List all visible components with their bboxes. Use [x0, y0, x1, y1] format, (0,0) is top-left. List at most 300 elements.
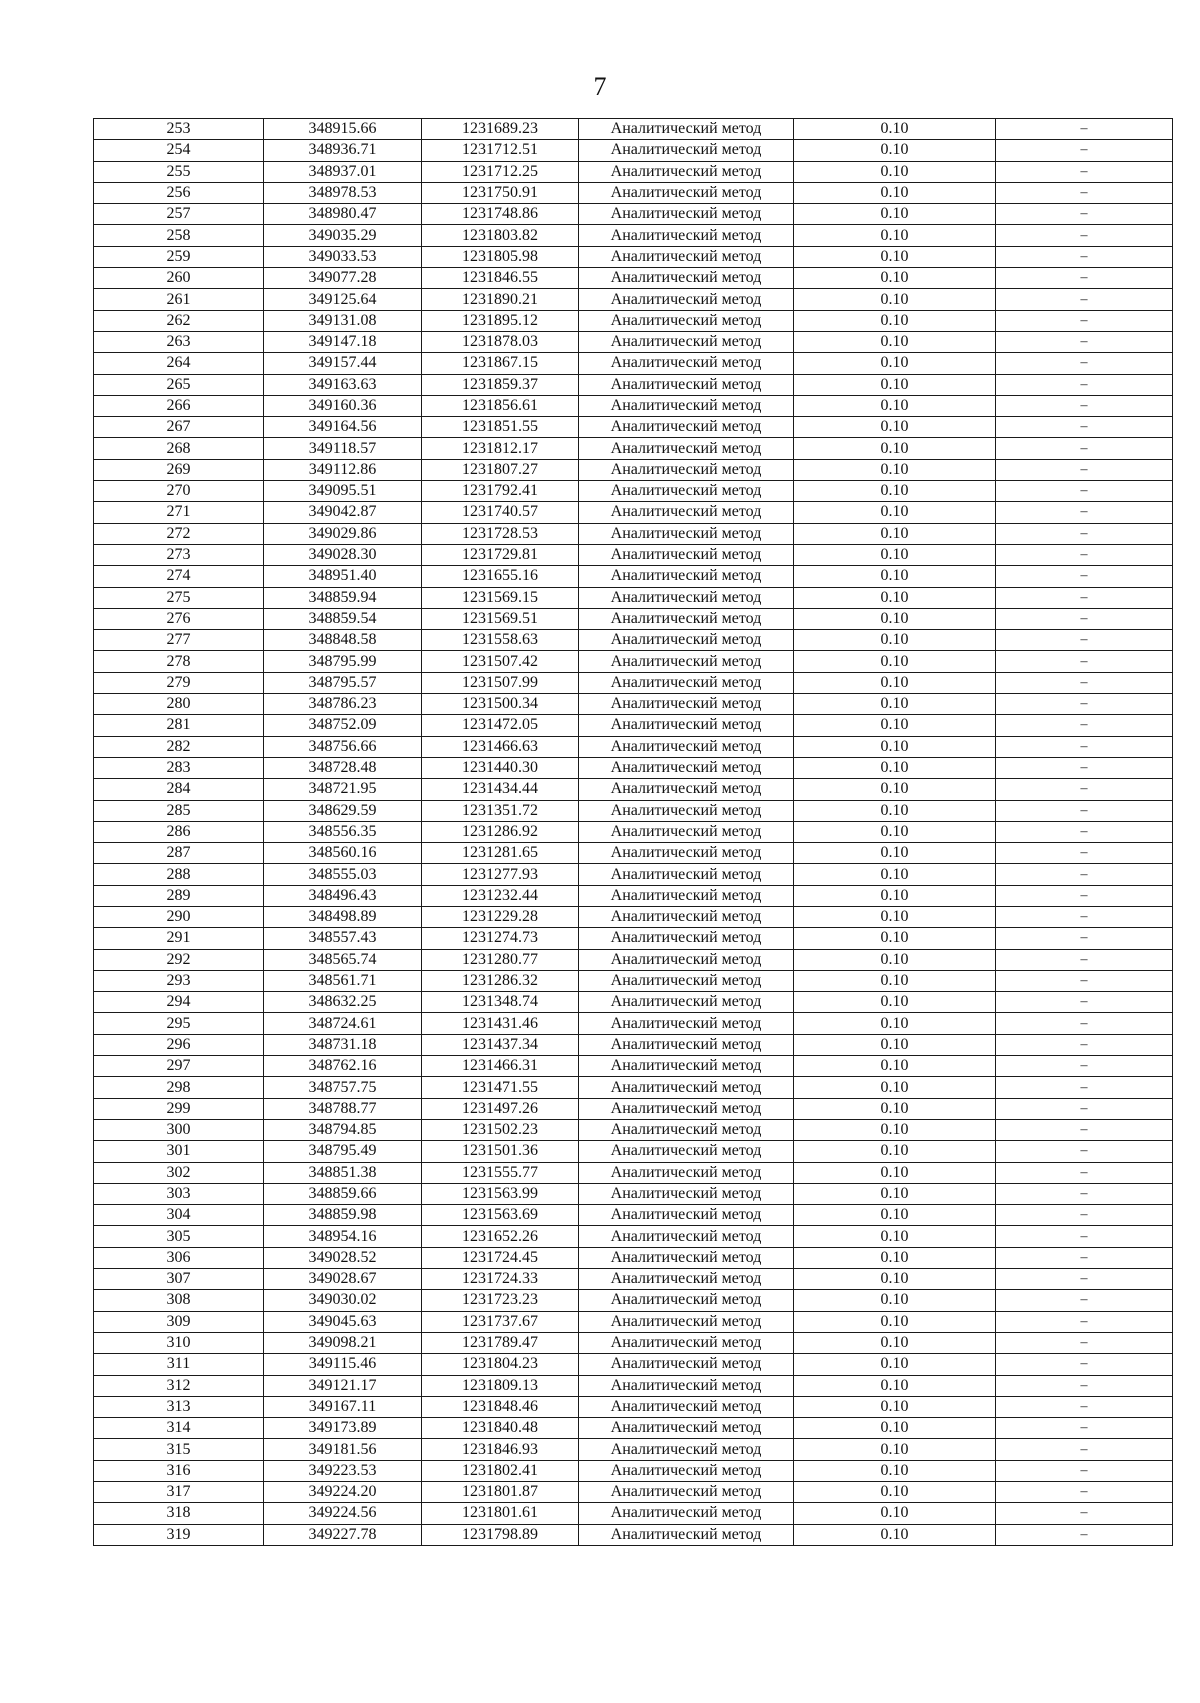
table-row [94, 1503, 1173, 1524]
coordinate-y-cell: 1231803.82 [422, 225, 579, 246]
coordinate-y-cell: 1231789.47 [422, 1332, 579, 1353]
coordinate-y-cell: 1231807.27 [422, 459, 579, 480]
point-number-cell: 258 [94, 225, 264, 246]
coordinate-x-cell: 348980.47 [264, 204, 422, 225]
accuracy-cell: 0.10 [794, 353, 996, 374]
coordinate-x-cell: 349227.78 [264, 1524, 422, 1545]
note-cell: – [996, 736, 1173, 757]
accuracy-cell: 0.10 [794, 1013, 996, 1034]
note-cell: – [996, 182, 1173, 203]
table-row [94, 1077, 1173, 1098]
coordinate-y-cell: 1231729.81 [422, 544, 579, 565]
coordinate-x-cell: 349042.87 [264, 502, 422, 523]
accuracy-cell: 0.10 [794, 438, 996, 459]
note-cell: – [996, 1119, 1173, 1140]
table-row [94, 395, 1173, 416]
coordinate-y-cell: 1231812.17 [422, 438, 579, 459]
accuracy-cell: 0.10 [794, 630, 996, 651]
table-row [94, 821, 1173, 842]
coordinate-x-cell: 348937.01 [264, 161, 422, 182]
method-cell: Аналитический метод [579, 1524, 794, 1545]
coordinate-x-cell: 349028.52 [264, 1247, 422, 1268]
table-row [94, 1226, 1173, 1247]
table-row [94, 225, 1173, 246]
accuracy-cell: 0.10 [794, 1098, 996, 1119]
coordinate-y-cell: 1231851.55 [422, 417, 579, 438]
point-number-cell: 264 [94, 353, 264, 374]
method-cell: Аналитический метод [579, 1311, 794, 1332]
coordinate-x-cell: 349157.44 [264, 353, 422, 374]
coordinate-y-cell: 1231801.87 [422, 1482, 579, 1503]
point-number-cell: 301 [94, 1141, 264, 1162]
coordinate-y-cell: 1231805.98 [422, 246, 579, 267]
coordinate-y-cell: 1231689.23 [422, 119, 579, 140]
table-row [94, 949, 1173, 970]
accuracy-cell: 0.10 [794, 481, 996, 502]
point-number-cell: 289 [94, 885, 264, 906]
table-row [94, 1439, 1173, 1460]
coordinate-y-cell: 1231558.63 [422, 630, 579, 651]
point-number-cell: 319 [94, 1524, 264, 1545]
accuracy-cell: 0.10 [794, 1396, 996, 1417]
method-cell: Аналитический метод [579, 864, 794, 885]
point-number-cell: 295 [94, 1013, 264, 1034]
point-number-cell: 317 [94, 1482, 264, 1503]
point-number-cell: 296 [94, 1034, 264, 1055]
method-cell: Аналитический метод [579, 1013, 794, 1034]
method-cell: Аналитический метод [579, 395, 794, 416]
table-row [94, 1396, 1173, 1417]
method-cell: Аналитический метод [579, 1205, 794, 1226]
page-number: 7 [593, 72, 607, 101]
accuracy-cell: 0.10 [794, 204, 996, 225]
point-number-cell: 305 [94, 1226, 264, 1247]
point-number-cell: 279 [94, 672, 264, 693]
note-cell: – [996, 757, 1173, 778]
coordinate-x-cell: 349181.56 [264, 1439, 422, 1460]
point-number-cell: 286 [94, 821, 264, 842]
table-row [94, 119, 1173, 140]
coordinate-x-cell: 348915.66 [264, 119, 422, 140]
coordinate-y-cell: 1231804.23 [422, 1354, 579, 1375]
coordinate-x-cell: 349223.53 [264, 1460, 422, 1481]
method-cell: Аналитический метод [579, 1247, 794, 1268]
note-cell: – [996, 310, 1173, 331]
coordinate-y-cell: 1231728.53 [422, 523, 579, 544]
method-cell: Аналитический метод [579, 1269, 794, 1290]
coordinate-x-cell: 349121.17 [264, 1375, 422, 1396]
accuracy-cell: 0.10 [794, 566, 996, 587]
coordinate-x-cell: 349147.18 [264, 331, 422, 352]
coordinate-y-cell: 1231502.23 [422, 1119, 579, 1140]
coordinate-x-cell: 348561.71 [264, 970, 422, 991]
method-cell: Аналитический метод [579, 906, 794, 927]
accuracy-cell: 0.10 [794, 119, 996, 140]
accuracy-cell: 0.10 [794, 1077, 996, 1098]
coordinate-x-cell: 349164.56 [264, 417, 422, 438]
method-cell: Аналитический метод [579, 715, 794, 736]
note-cell: – [996, 246, 1173, 267]
method-cell: Аналитический метод [579, 310, 794, 331]
table-row [94, 1460, 1173, 1481]
method-cell: Аналитический метод [579, 1332, 794, 1353]
note-cell: – [996, 1247, 1173, 1268]
accuracy-cell: 0.10 [794, 864, 996, 885]
coordinate-x-cell: 348724.61 [264, 1013, 422, 1034]
accuracy-cell: 0.10 [794, 417, 996, 438]
coordinate-x-cell: 348762.16 [264, 1056, 422, 1077]
point-number-cell: 292 [94, 949, 264, 970]
coordinate-x-cell: 348936.71 [264, 140, 422, 161]
coordinate-y-cell: 1231440.30 [422, 757, 579, 778]
accuracy-cell: 0.10 [794, 502, 996, 523]
note-cell: – [996, 715, 1173, 736]
coordinate-y-cell: 1231472.05 [422, 715, 579, 736]
point-number-cell: 261 [94, 289, 264, 310]
note-cell: – [996, 161, 1173, 182]
method-cell: Аналитический метод [579, 1056, 794, 1077]
method-cell: Аналитический метод [579, 630, 794, 651]
table-row [94, 438, 1173, 459]
table-row [94, 779, 1173, 800]
note-cell: – [996, 544, 1173, 565]
coordinate-y-cell: 1231655.16 [422, 566, 579, 587]
table-row [94, 1290, 1173, 1311]
point-number-cell: 318 [94, 1503, 264, 1524]
point-number-cell: 282 [94, 736, 264, 757]
coordinate-x-cell: 348795.57 [264, 672, 422, 693]
point-number-cell: 283 [94, 757, 264, 778]
table-row [94, 1354, 1173, 1375]
coordinate-x-cell: 349131.08 [264, 310, 422, 331]
accuracy-cell: 0.10 [794, 821, 996, 842]
point-number-cell: 308 [94, 1290, 264, 1311]
accuracy-cell: 0.10 [794, 1354, 996, 1375]
coordinate-y-cell: 1231434.44 [422, 779, 579, 800]
coordinate-x-cell: 348786.23 [264, 694, 422, 715]
table-row [94, 1098, 1173, 1119]
table-row [94, 353, 1173, 374]
note-cell: – [996, 374, 1173, 395]
coordinate-y-cell: 1231867.15 [422, 353, 579, 374]
coordinate-x-cell: 348978.53 [264, 182, 422, 203]
method-cell: Аналитический метод [579, 949, 794, 970]
table-row [94, 1056, 1173, 1077]
table-row [94, 1418, 1173, 1439]
note-cell: – [996, 1290, 1173, 1311]
point-number-cell: 266 [94, 395, 264, 416]
note-cell: – [996, 630, 1173, 651]
method-cell: Аналитический метод [579, 1460, 794, 1481]
method-cell: Аналитический метод [579, 843, 794, 864]
coordinate-y-cell: 1231274.73 [422, 928, 579, 949]
method-cell: Аналитический метод [579, 331, 794, 352]
table-row [94, 161, 1173, 182]
method-cell: Аналитический метод [579, 225, 794, 246]
note-cell: – [996, 225, 1173, 246]
method-cell: Аналитический метод [579, 821, 794, 842]
coordinate-y-cell: 1231737.67 [422, 1311, 579, 1332]
coordinate-x-cell: 348794.85 [264, 1119, 422, 1140]
coordinate-y-cell: 1231890.21 [422, 289, 579, 310]
coordinate-x-cell: 349077.28 [264, 268, 422, 289]
note-cell: – [996, 843, 1173, 864]
note-cell: – [996, 1418, 1173, 1439]
accuracy-cell: 0.10 [794, 779, 996, 800]
coordinate-x-cell: 348756.66 [264, 736, 422, 757]
note-cell: – [996, 1269, 1173, 1290]
point-number-cell: 265 [94, 374, 264, 395]
point-number-cell: 314 [94, 1418, 264, 1439]
accuracy-cell: 0.10 [794, 459, 996, 480]
coordinate-x-cell: 349045.63 [264, 1311, 422, 1332]
coordinate-x-cell: 348560.16 [264, 843, 422, 864]
table-row [94, 204, 1173, 225]
method-cell: Аналитический метод [579, 1226, 794, 1247]
coordinate-x-cell: 348565.74 [264, 949, 422, 970]
coordinate-x-cell: 349115.46 [264, 1354, 422, 1375]
coordinate-y-cell: 1231497.26 [422, 1098, 579, 1119]
coordinate-x-cell: 349167.11 [264, 1396, 422, 1417]
point-number-cell: 293 [94, 970, 264, 991]
coordinate-y-cell: 1231500.34 [422, 694, 579, 715]
method-cell: Аналитический метод [579, 1034, 794, 1055]
method-cell: Аналитический метод [579, 268, 794, 289]
coordinate-y-cell: 1231466.63 [422, 736, 579, 757]
point-number-cell: 269 [94, 459, 264, 480]
coordinate-x-cell: 349163.63 [264, 374, 422, 395]
note-cell: – [996, 119, 1173, 140]
note-cell: – [996, 1141, 1173, 1162]
note-cell: – [996, 566, 1173, 587]
coordinate-x-cell: 348795.99 [264, 651, 422, 672]
note-cell: – [996, 459, 1173, 480]
method-cell: Аналитический метод [579, 246, 794, 267]
coordinate-x-cell: 348731.18 [264, 1034, 422, 1055]
accuracy-cell: 0.10 [794, 331, 996, 352]
accuracy-cell: 0.10 [794, 225, 996, 246]
note-cell: – [996, 1396, 1173, 1417]
method-cell: Аналитический метод [579, 353, 794, 374]
table-row [94, 864, 1173, 885]
coordinate-x-cell: 349173.89 [264, 1418, 422, 1439]
note-cell: – [996, 523, 1173, 544]
table-row [94, 1034, 1173, 1055]
coordinate-y-cell: 1231431.46 [422, 1013, 579, 1034]
point-number-cell: 316 [94, 1460, 264, 1481]
coordinate-y-cell: 1231846.93 [422, 1439, 579, 1460]
table-row [94, 651, 1173, 672]
note-cell: – [996, 970, 1173, 991]
coordinate-x-cell: 348795.49 [264, 1141, 422, 1162]
point-number-cell: 257 [94, 204, 264, 225]
coordinate-y-cell: 1231895.12 [422, 310, 579, 331]
note-cell: – [996, 779, 1173, 800]
accuracy-cell: 0.10 [794, 1141, 996, 1162]
coordinate-x-cell: 349028.67 [264, 1269, 422, 1290]
accuracy-cell: 0.10 [794, 885, 996, 906]
accuracy-cell: 0.10 [794, 523, 996, 544]
table-row [94, 1119, 1173, 1140]
coordinate-x-cell: 348859.98 [264, 1205, 422, 1226]
coordinate-y-cell: 1231569.15 [422, 587, 579, 608]
coordinate-x-cell: 348859.54 [264, 608, 422, 629]
table-row [94, 1141, 1173, 1162]
point-number-cell: 284 [94, 779, 264, 800]
coordinate-y-cell: 1231286.32 [422, 970, 579, 991]
table-row [94, 140, 1173, 161]
table-row [94, 1311, 1173, 1332]
method-cell: Аналитический метод [579, 1396, 794, 1417]
note-cell: – [996, 395, 1173, 416]
point-number-cell: 275 [94, 587, 264, 608]
coordinate-y-cell: 1231563.99 [422, 1183, 579, 1204]
table-row [94, 694, 1173, 715]
accuracy-cell: 0.10 [794, 906, 996, 927]
coordinate-y-cell: 1231856.61 [422, 395, 579, 416]
point-number-cell: 309 [94, 1311, 264, 1332]
accuracy-cell: 0.10 [794, 1269, 996, 1290]
coordinate-x-cell: 348557.43 [264, 928, 422, 949]
accuracy-cell: 0.10 [794, 1503, 996, 1524]
note-cell: – [996, 694, 1173, 715]
method-cell: Аналитический метод [579, 459, 794, 480]
coordinate-y-cell: 1231471.55 [422, 1077, 579, 1098]
coordinate-x-cell: 348951.40 [264, 566, 422, 587]
point-number-cell: 291 [94, 928, 264, 949]
coordinate-x-cell: 348848.58 [264, 630, 422, 651]
accuracy-cell: 0.10 [794, 694, 996, 715]
coordinates-table [93, 118, 1173, 1546]
method-cell: Аналитический метод [579, 1482, 794, 1503]
note-cell: – [996, 331, 1173, 352]
coordinate-y-cell: 1231232.44 [422, 885, 579, 906]
accuracy-cell: 0.10 [794, 395, 996, 416]
method-cell: Аналитический метод [579, 928, 794, 949]
note-cell: – [996, 1098, 1173, 1119]
method-cell: Аналитический метод [579, 970, 794, 991]
accuracy-cell: 0.10 [794, 1311, 996, 1332]
accuracy-cell: 0.10 [794, 970, 996, 991]
coordinate-y-cell: 1231348.74 [422, 992, 579, 1013]
accuracy-cell: 0.10 [794, 289, 996, 310]
coordinate-x-cell: 348721.95 [264, 779, 422, 800]
method-cell: Аналитический метод [579, 438, 794, 459]
table-row [94, 331, 1173, 352]
method-cell: Аналитический метод [579, 587, 794, 608]
coordinate-y-cell: 1231840.48 [422, 1418, 579, 1439]
accuracy-cell: 0.10 [794, 715, 996, 736]
accuracy-cell: 0.10 [794, 1290, 996, 1311]
accuracy-cell: 0.10 [794, 587, 996, 608]
accuracy-cell: 0.10 [794, 992, 996, 1013]
point-number-cell: 299 [94, 1098, 264, 1119]
table-row [94, 885, 1173, 906]
point-number-cell: 304 [94, 1205, 264, 1226]
coordinate-y-cell: 1231712.51 [422, 140, 579, 161]
coordinate-x-cell: 348728.48 [264, 757, 422, 778]
note-cell: – [996, 608, 1173, 629]
table-row [94, 1375, 1173, 1396]
note-cell: – [996, 885, 1173, 906]
table-row [94, 182, 1173, 203]
coordinate-y-cell: 1231437.34 [422, 1034, 579, 1055]
method-cell: Аналитический метод [579, 502, 794, 523]
note-cell: – [996, 1482, 1173, 1503]
accuracy-cell: 0.10 [794, 1375, 996, 1396]
note-cell: – [996, 1034, 1173, 1055]
method-cell: Аналитический метод [579, 1098, 794, 1119]
note-cell: – [996, 587, 1173, 608]
coordinate-y-cell: 1231286.92 [422, 821, 579, 842]
table-row [94, 502, 1173, 523]
method-cell: Аналитический метод [579, 608, 794, 629]
table-row [94, 928, 1173, 949]
point-number-cell: 255 [94, 161, 264, 182]
point-number-cell: 253 [94, 119, 264, 140]
point-number-cell: 287 [94, 843, 264, 864]
coordinate-x-cell: 349125.64 [264, 289, 422, 310]
note-cell: – [996, 1056, 1173, 1077]
table-row [94, 800, 1173, 821]
coordinates-table-body [94, 119, 1173, 1546]
note-cell: – [996, 1375, 1173, 1396]
method-cell: Аналитический метод [579, 1077, 794, 1098]
table-row [94, 736, 1173, 757]
coordinate-y-cell: 1231801.61 [422, 1503, 579, 1524]
coordinate-y-cell: 1231569.51 [422, 608, 579, 629]
coordinate-x-cell: 348859.66 [264, 1183, 422, 1204]
coordinate-y-cell: 1231724.45 [422, 1247, 579, 1268]
note-cell: – [996, 1354, 1173, 1375]
note-cell: – [996, 821, 1173, 842]
point-number-cell: 272 [94, 523, 264, 544]
point-number-cell: 303 [94, 1183, 264, 1204]
point-number-cell: 276 [94, 608, 264, 629]
table-row [94, 587, 1173, 608]
coordinate-x-cell: 348851.38 [264, 1162, 422, 1183]
table-row [94, 757, 1173, 778]
coordinate-y-cell: 1231792.41 [422, 481, 579, 502]
point-number-cell: 263 [94, 331, 264, 352]
table-row [94, 417, 1173, 438]
table-row [94, 289, 1173, 310]
table-row [94, 1332, 1173, 1353]
coordinate-y-cell: 1231712.25 [422, 161, 579, 182]
note-cell: – [996, 1183, 1173, 1204]
accuracy-cell: 0.10 [794, 1482, 996, 1503]
point-number-cell: 277 [94, 630, 264, 651]
point-number-cell: 260 [94, 268, 264, 289]
accuracy-cell: 0.10 [794, 1247, 996, 1268]
note-cell: – [996, 1460, 1173, 1481]
coordinate-y-cell: 1231229.28 [422, 906, 579, 927]
point-number-cell: 294 [94, 992, 264, 1013]
point-number-cell: 262 [94, 310, 264, 331]
note-cell: – [996, 992, 1173, 1013]
coordinate-y-cell: 1231280.77 [422, 949, 579, 970]
table-row [94, 672, 1173, 693]
coordinate-x-cell: 349224.20 [264, 1482, 422, 1503]
coordinate-x-cell: 349112.86 [264, 459, 422, 480]
point-number-cell: 271 [94, 502, 264, 523]
method-cell: Аналитический метод [579, 1141, 794, 1162]
method-cell: Аналитический метод [579, 736, 794, 757]
accuracy-cell: 0.10 [794, 1418, 996, 1439]
coordinate-y-cell: 1231846.55 [422, 268, 579, 289]
table-row [94, 992, 1173, 1013]
accuracy-cell: 0.10 [794, 1162, 996, 1183]
